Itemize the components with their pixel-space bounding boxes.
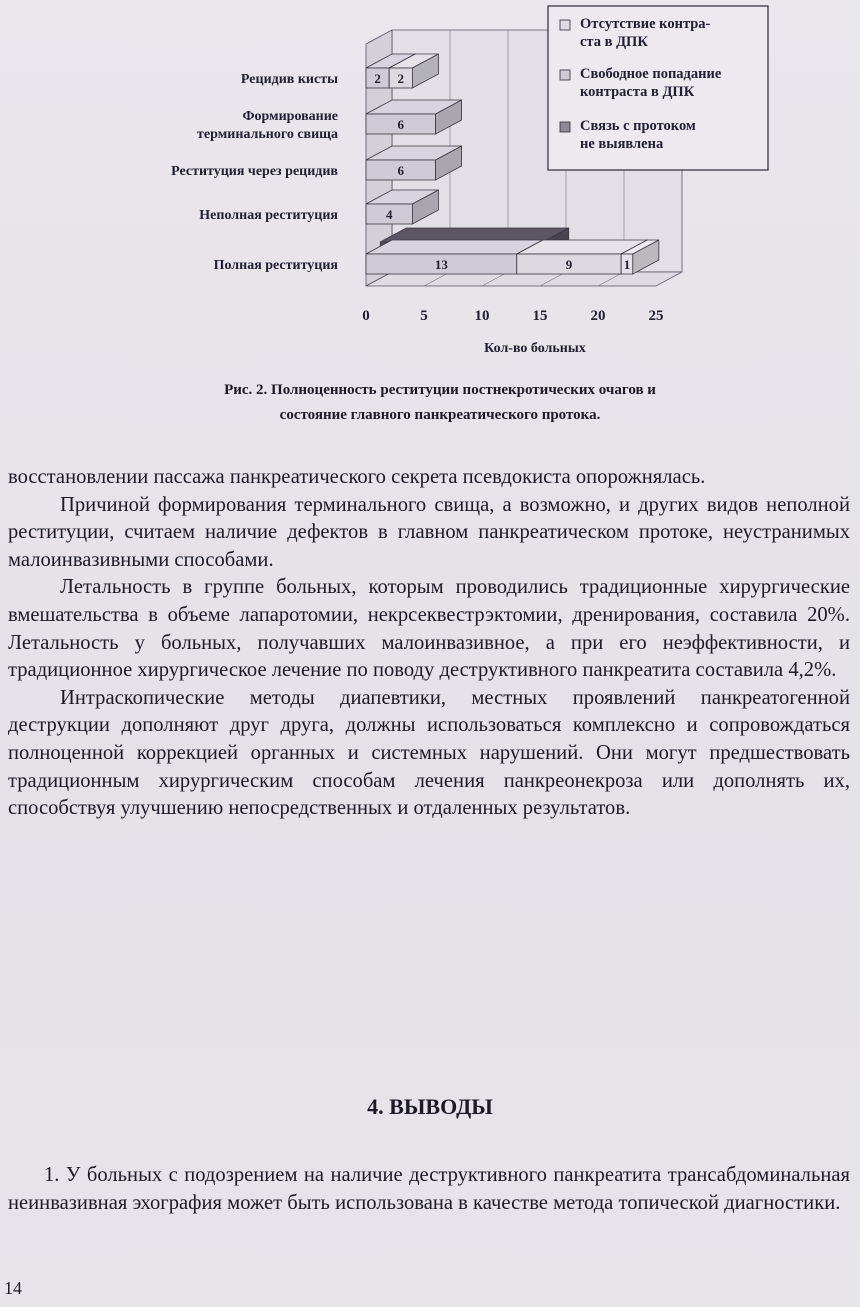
category-label-0 bbox=[241, 72, 338, 87]
category-label-1 bbox=[197, 109, 338, 142]
legend-entry-0-line-1: ста в ДПК bbox=[580, 34, 648, 50]
bar-label-1-0: 6 bbox=[397, 117, 405, 132]
x-tick-label-0: 0 bbox=[362, 308, 370, 324]
x-tick-label-4: 20 bbox=[590, 308, 606, 324]
section-heading: 4. ВЫВОДЫ bbox=[367, 1094, 493, 1119]
paragraph-1: восстановлении пассажа панкреатического секрета псевдокиста опорожнялась. bbox=[8, 466, 706, 488]
x-tick-label-1: 5 bbox=[420, 308, 428, 324]
paragraph-3: Летальность в группе больных, которым проводились традиционные хирургические вмешательства в объеме лапаротомии, некрсеквестрэктомии, дренирования, составила 20%. Летальность у больных, получавших малоинвазивное, а при его неэффективности, и традиционное хирургическое лечение по поводу деструктивного панкреатита составила 4,2%. bbox=[8, 576, 850, 682]
chart-legend bbox=[548, 6, 768, 170]
bar-label-3-0: 4 bbox=[385, 207, 393, 222]
category-label-2 bbox=[171, 164, 338, 179]
legend-entry-0-line-0: Отсутствие контра- bbox=[580, 16, 711, 32]
category-label-2-line-0: Реституция через рецидив bbox=[171, 164, 338, 179]
category-label-3-line-0: Неполная реституция bbox=[199, 208, 338, 223]
bar-4-series-1-top bbox=[366, 240, 543, 254]
paragraph-2: Причиной формирования терминального свища, а возможно, и других видов неполной реституции, считаем наличие дефектов в главном панкреатическом протоке, неустранимых малоинвазивными способами. bbox=[8, 493, 850, 571]
bar-label-2-0: 6 bbox=[397, 163, 405, 178]
bar-label-4-0: 13 bbox=[434, 257, 448, 272]
x-axis-title: Кол-во больных bbox=[484, 341, 586, 356]
figure-caption bbox=[90, 378, 790, 428]
legend-entry-2-line-0: Связь с протоком bbox=[580, 118, 696, 134]
legend-entry-1-line-1: контраста в ДПК bbox=[580, 84, 695, 100]
stacked-bar-chart bbox=[0, 0, 860, 370]
x-tick-label-3: 15 bbox=[532, 308, 548, 324]
x-tick-label-2: 10 bbox=[474, 308, 490, 324]
legend-swatch-0 bbox=[560, 20, 570, 30]
figure bbox=[0, 0, 860, 440]
category-label-1-line-0: Формирование bbox=[242, 109, 338, 124]
bar-label-4-2: 1 bbox=[623, 257, 631, 272]
legend-entry-2-line-1: не выявлена bbox=[580, 136, 664, 152]
conclusion-paragraph: 1. У больных с подозрением на наличие деструктивного панкреатита трансабдоминальная неинвазивная эхография может быть использована в качестве метода топической диагностики. bbox=[8, 1164, 850, 1214]
category-label-4-line-0: Полная реституция bbox=[213, 258, 338, 273]
x-tick-label-5: 25 bbox=[648, 308, 664, 324]
category-label-4 bbox=[214, 258, 339, 273]
caption-line-2: состояние главного панкреатического протока. bbox=[279, 407, 601, 423]
legend-swatch-1 bbox=[560, 70, 570, 80]
category-label-3 bbox=[199, 208, 338, 223]
caption-line-1: Рис. 2. Полноценность реституции постнекротических очагов и bbox=[224, 382, 656, 398]
category-label-0-line-0: Рецидив кисты bbox=[240, 72, 338, 87]
bar-label-4-1: 9 bbox=[565, 257, 573, 272]
body-text bbox=[8, 464, 850, 823]
paragraph-4: Интраскопические методы диапевтики, местных проявлений панкреатогенной деструкции дополняют друг друга, должны использоваться комплексно и сопровождаться полноценной коррекцией органных и системных нарушений. Они могут предшествовать традиционным хирургическим способам лечения панкреонекроза или дополнять их, способствуя улучшению непосредственных и отдаленных результатов. bbox=[8, 686, 850, 820]
category-label-1-line-1: терминального свища bbox=[197, 127, 338, 142]
bar-4-series-1 bbox=[366, 240, 543, 274]
page-number: 14 bbox=[4, 1278, 22, 1298]
bar-label-0-0: 2 bbox=[374, 71, 381, 86]
bar-label-0-1: 2 bbox=[397, 71, 405, 86]
legend-swatch-2 bbox=[560, 122, 570, 132]
legend-entry-1-line-0: Свободное попадание bbox=[580, 66, 722, 82]
